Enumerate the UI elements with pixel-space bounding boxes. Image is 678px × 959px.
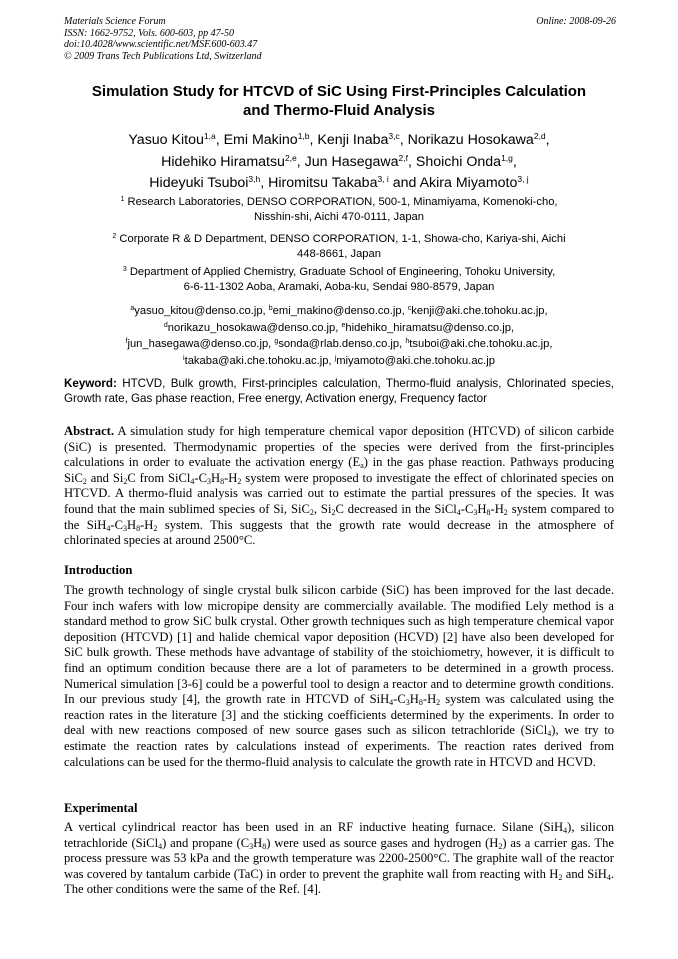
subscript: 8 bbox=[418, 698, 423, 708]
affiliation-number: 2 bbox=[112, 233, 117, 240]
title-line: and Thermo-Fluid Analysis bbox=[243, 102, 435, 119]
email-address: miyamoto@aki.che.tohoku.ac.jp bbox=[336, 354, 495, 367]
title-line: Simulation Study for HTCVD of SiC Using First-Principles Calculation bbox=[91, 83, 587, 100]
email-mark: h bbox=[405, 338, 410, 345]
email-address: takaba@aki.che.tohoku.ac.jp, bbox=[184, 354, 335, 367]
affiliation-line bbox=[70, 230, 608, 247]
affiliation-text: Research Laboratories, DENSO CORPORATION, 500-1, Minamiyama, Komenoki-cho, bbox=[127, 196, 558, 208]
abstract-text: H bbox=[126, 517, 137, 532]
section-heading-introduction: Introduction bbox=[64, 563, 133, 577]
author-affil-mark: 2,d bbox=[533, 131, 546, 141]
abstract-text: , Si bbox=[313, 501, 332, 516]
author-name: Hidehiko Hiramatsu bbox=[161, 153, 285, 170]
subscript: 4 bbox=[389, 698, 394, 708]
subscript: 4 bbox=[563, 826, 568, 835]
author-separator: , bbox=[399, 132, 408, 148]
author-name: Hiromitsu Takaba bbox=[268, 175, 378, 191]
keywords-text: HTCVD, Bulk growth, First-principles calculation, Thermo-fluid analysis, Chlorinated species, Growth rate, Gas phase reaction, Free energy, Activation energy, Frequency factor bbox=[64, 377, 614, 405]
subscript: a bbox=[360, 461, 364, 471]
abstract-text: H bbox=[211, 470, 221, 485]
abstract-text: system compared to the SiH bbox=[64, 501, 615, 532]
author-affil-mark: 1,g bbox=[501, 152, 513, 163]
abstract-text: ) in the gas phase reaction. Pathways producing SiC bbox=[64, 455, 614, 485]
subscript: 4 bbox=[106, 523, 111, 533]
body-text: ) and propane (C bbox=[162, 835, 250, 850]
author-affil-mark: 3,h bbox=[248, 174, 261, 184]
email-address: jun_hasegawa@denso.co.jp, bbox=[127, 338, 275, 350]
body-text: . The other conditions were the same of the Ref. [4]. bbox=[64, 866, 615, 897]
abstract-text: and Si bbox=[86, 470, 124, 485]
email-mark: i bbox=[183, 354, 185, 362]
abstract-text: system were proposed to investigate the effect of chlorinated species on HTCVD. A thermo-fluid analysis was carried out to estimate the partial pressures of the species. It was found that the main sublimed species of Si, SiC bbox=[64, 470, 614, 516]
subscript: 2 bbox=[309, 507, 314, 517]
author-separator: , bbox=[215, 132, 224, 148]
author-separator: , bbox=[512, 153, 517, 170]
affiliation-number: 1 bbox=[120, 196, 125, 203]
doi-line: doi:10.4028/www.scientific.net/MSF.600-603.47 bbox=[64, 39, 258, 50]
email-mark: c bbox=[407, 305, 412, 312]
abstract-label: Abstract. bbox=[64, 424, 115, 438]
email-mark: e bbox=[341, 321, 346, 329]
email-address: kenji@aki.che.tohoku.ac.jp, bbox=[411, 305, 548, 317]
author-line bbox=[40, 150, 638, 172]
email-mark: a bbox=[130, 305, 135, 312]
email-address: norikazu_hosokawa@denso.co.jp, bbox=[167, 321, 342, 334]
author-separator: and bbox=[388, 175, 420, 191]
keywords-label: Keyword: bbox=[64, 377, 117, 390]
author-name: Norikazu Hosokawa bbox=[407, 132, 534, 148]
subscript: 4 bbox=[190, 476, 195, 486]
body-text: The growth technology of single crystal bulk silicon carbide (SiC) has been improved for the last decade. Four inch wafers with low micropipe density are commercially available. The modified Lely method is a standard method to grow SiC bulk crystal. Other growth techniques such as high temperature chemical vapor deposition (HTCVD) [1] and halide chemical vapor deposition (HCVD) [2] have also been developed for SiC bulk growth. These methods have advantage of stability of the stoichiometry, however, it is difficult to find an optimum condition because there are a lot of parameters to be determined in a growth process. Numerical simulation [3-6] could be a powerful tool to design a reactor and to determine growth conditions. In our previous study [4], the growth rate in HTCVD of SiH bbox=[64, 583, 614, 707]
abstract-text: -H bbox=[224, 470, 238, 485]
email-mark: f bbox=[125, 338, 128, 345]
affiliation-number: 3 bbox=[122, 266, 127, 273]
subscript: 2 bbox=[503, 507, 508, 517]
online-date: Online: 2008-09-26 bbox=[536, 16, 616, 27]
body-text: ) were used as source gases and hydrogen (H bbox=[266, 835, 499, 850]
subscript: 4 bbox=[158, 841, 163, 851]
introduction-paragraph bbox=[64, 583, 614, 770]
abstract-text: H bbox=[477, 501, 487, 516]
affiliation-3 bbox=[70, 263, 608, 294]
author-affil-mark: 2,f bbox=[398, 152, 408, 163]
body-text: and SiH bbox=[562, 866, 607, 881]
email-mark: g bbox=[274, 338, 279, 345]
abstract-text: C from SiCl bbox=[127, 470, 191, 485]
experimental-paragraph bbox=[64, 820, 614, 898]
subscript: 8 bbox=[486, 507, 491, 517]
subscript: 2 bbox=[82, 476, 87, 486]
affiliation-line bbox=[70, 263, 608, 280]
author-list bbox=[40, 128, 638, 193]
author-name: Hideyuki Tsuboi bbox=[149, 175, 249, 191]
email-mark: j bbox=[334, 354, 337, 362]
subscript: 2 bbox=[558, 872, 563, 882]
affiliation-line: 6-6-11-1302 Aoba, Aramaki, Aoba-ku, Sendai 980-8579, Japan bbox=[183, 280, 495, 293]
affiliation-2 bbox=[70, 230, 608, 261]
email-line bbox=[60, 302, 618, 319]
email-line bbox=[60, 335, 618, 352]
author-line bbox=[40, 171, 638, 193]
email-address: tsuboi@aki.che.tohoku.ac.jp, bbox=[409, 338, 553, 350]
email-mark: d bbox=[163, 321, 168, 329]
email-mark: b bbox=[268, 305, 273, 312]
body-text: -H bbox=[422, 692, 437, 707]
email-address: yasuo_kitou@denso.co.jp, bbox=[134, 305, 269, 317]
subscript: 2 bbox=[123, 476, 128, 486]
affiliation-text: Corporate R & D Department, DENSO CORPORATION, 1-1, Showa-cho, Kariya-shi, Aichi bbox=[119, 233, 566, 245]
body-text: ) as a carrier gas. The process pressure was 53 kPa and the growth temperature was 2200-2500°C. The graphite wall of the reactor was covered by tantalum carbide (TaC) in order to prevent the graphite wall from reacting with H bbox=[64, 835, 615, 881]
abstract-text: -C bbox=[194, 470, 207, 485]
body-text: ), silicon tetrachloride (SiCl bbox=[64, 820, 615, 850]
body-text: system was calculated using the reaction rates in the literature [3] and the sticking coefficients determined by the experiments. In order to deal with new reactions composed of new source gases such as silicon tetrachloride (SiCl bbox=[64, 692, 614, 738]
author-affil-mark: 1,a bbox=[203, 131, 216, 141]
subscript: 2 bbox=[498, 841, 503, 851]
abstract-text: C decreased in the SiCl bbox=[335, 501, 457, 516]
author-name: Emi Makino bbox=[223, 132, 298, 148]
abstract-text: A simulation study for high temperature chemical vapor deposition (HTCVD) of silicon carbide (SiC) is presented. Thermodynamic properties of the species were derived from the first-principles calculations in order to evaluate the activation energy (E bbox=[64, 424, 614, 470]
body-text: A vertical cylindrical reactor has been used in an RF inductive heating furnace. Silane (SiH bbox=[64, 820, 564, 834]
subscript: 3 bbox=[405, 698, 410, 708]
keywords bbox=[64, 377, 614, 406]
author-separator: , bbox=[296, 153, 305, 170]
abstract bbox=[64, 424, 614, 549]
body-text: ), we try to estimate the reaction rates by calculations instead of experiments. The reaction rates derived from calculations can be used for the thermo-fluid analysis to calculate the growth rate in HTCVD and HCVD. bbox=[64, 723, 614, 769]
subscript: 2 bbox=[237, 476, 242, 486]
subscript: 2 bbox=[331, 507, 336, 517]
email-address: hidehiko_hiramatsu@denso.co.jp, bbox=[345, 321, 515, 334]
paper-title bbox=[40, 82, 638, 120]
subscript: 3 bbox=[473, 507, 478, 517]
author-affil-mark: 3,c bbox=[388, 131, 400, 141]
author-name: Akira Miyamoto bbox=[419, 175, 518, 191]
author-affil-mark: 1,b bbox=[297, 131, 310, 141]
body-text: -C bbox=[393, 692, 406, 707]
abstract-text: -C bbox=[460, 501, 474, 516]
subscript: 8 bbox=[262, 841, 267, 851]
affiliation-line: 448-8661, Japan bbox=[297, 247, 381, 260]
email-line bbox=[60, 352, 618, 369]
abstract-text: system. This suggests that the growth rate would decrease in the atmosphere of chlorinated species at around 2500°C. bbox=[64, 517, 614, 548]
affiliation-line: Nisshin-shi, Aichi 470-0111, Japan bbox=[254, 210, 424, 223]
email-address: sonda@rlab.denso.co.jp, bbox=[278, 338, 406, 350]
author-name: Kenji Inaba bbox=[317, 132, 389, 148]
email-list bbox=[60, 302, 618, 368]
affiliation-1 bbox=[70, 193, 608, 224]
author-name: Yasuo Kitou bbox=[128, 132, 204, 148]
body-text: H bbox=[253, 835, 263, 850]
author-separator: , bbox=[309, 132, 318, 148]
author-affil-mark: 3, j bbox=[517, 174, 529, 184]
section-heading-experimental: Experimental bbox=[64, 801, 138, 815]
subscript: 3 bbox=[122, 523, 127, 533]
abstract-text: -C bbox=[110, 517, 123, 532]
subscript: 3 bbox=[207, 476, 211, 486]
abstract-text: -H bbox=[140, 517, 154, 532]
subscript: 4 bbox=[547, 729, 552, 739]
author-separator: , bbox=[260, 175, 269, 191]
copyright-line: © 2009 Trans Tech Publications Ltd, Switzerland bbox=[64, 50, 262, 62]
subscript: 8 bbox=[220, 476, 225, 486]
author-name: Jun Hasegawa bbox=[304, 153, 399, 170]
affiliation-line bbox=[70, 193, 608, 210]
subscript: 4 bbox=[456, 507, 461, 517]
affiliation-text: Department of Applied Chemistry, Graduate School of Engineering, Tohoku University, bbox=[129, 266, 556, 278]
abstract-text: -H bbox=[490, 501, 504, 516]
author-affil-mark: 2,e bbox=[284, 152, 297, 163]
subscript: 2 bbox=[153, 523, 158, 533]
journal-name: Materials Science Forum bbox=[64, 16, 166, 27]
subscript: 8 bbox=[136, 523, 141, 533]
email-line bbox=[60, 319, 618, 336]
author-separator: , bbox=[545, 132, 550, 148]
issn-line: ISSN: 1662-9752, Vols. 600-603, pp 47-50 bbox=[64, 27, 234, 39]
subscript: 3 bbox=[249, 841, 254, 851]
email-address: emi_makino@denso.co.jp, bbox=[272, 305, 408, 317]
subscript: 2 bbox=[436, 698, 441, 708]
author-line bbox=[40, 128, 638, 150]
author-name: Shoichi Onda bbox=[415, 153, 502, 170]
journal-info bbox=[64, 16, 262, 62]
subscript: 4 bbox=[606, 872, 611, 882]
author-separator: , bbox=[407, 153, 416, 170]
author-affil-mark: 3, i bbox=[377, 174, 389, 184]
body-text: H bbox=[409, 692, 419, 707]
